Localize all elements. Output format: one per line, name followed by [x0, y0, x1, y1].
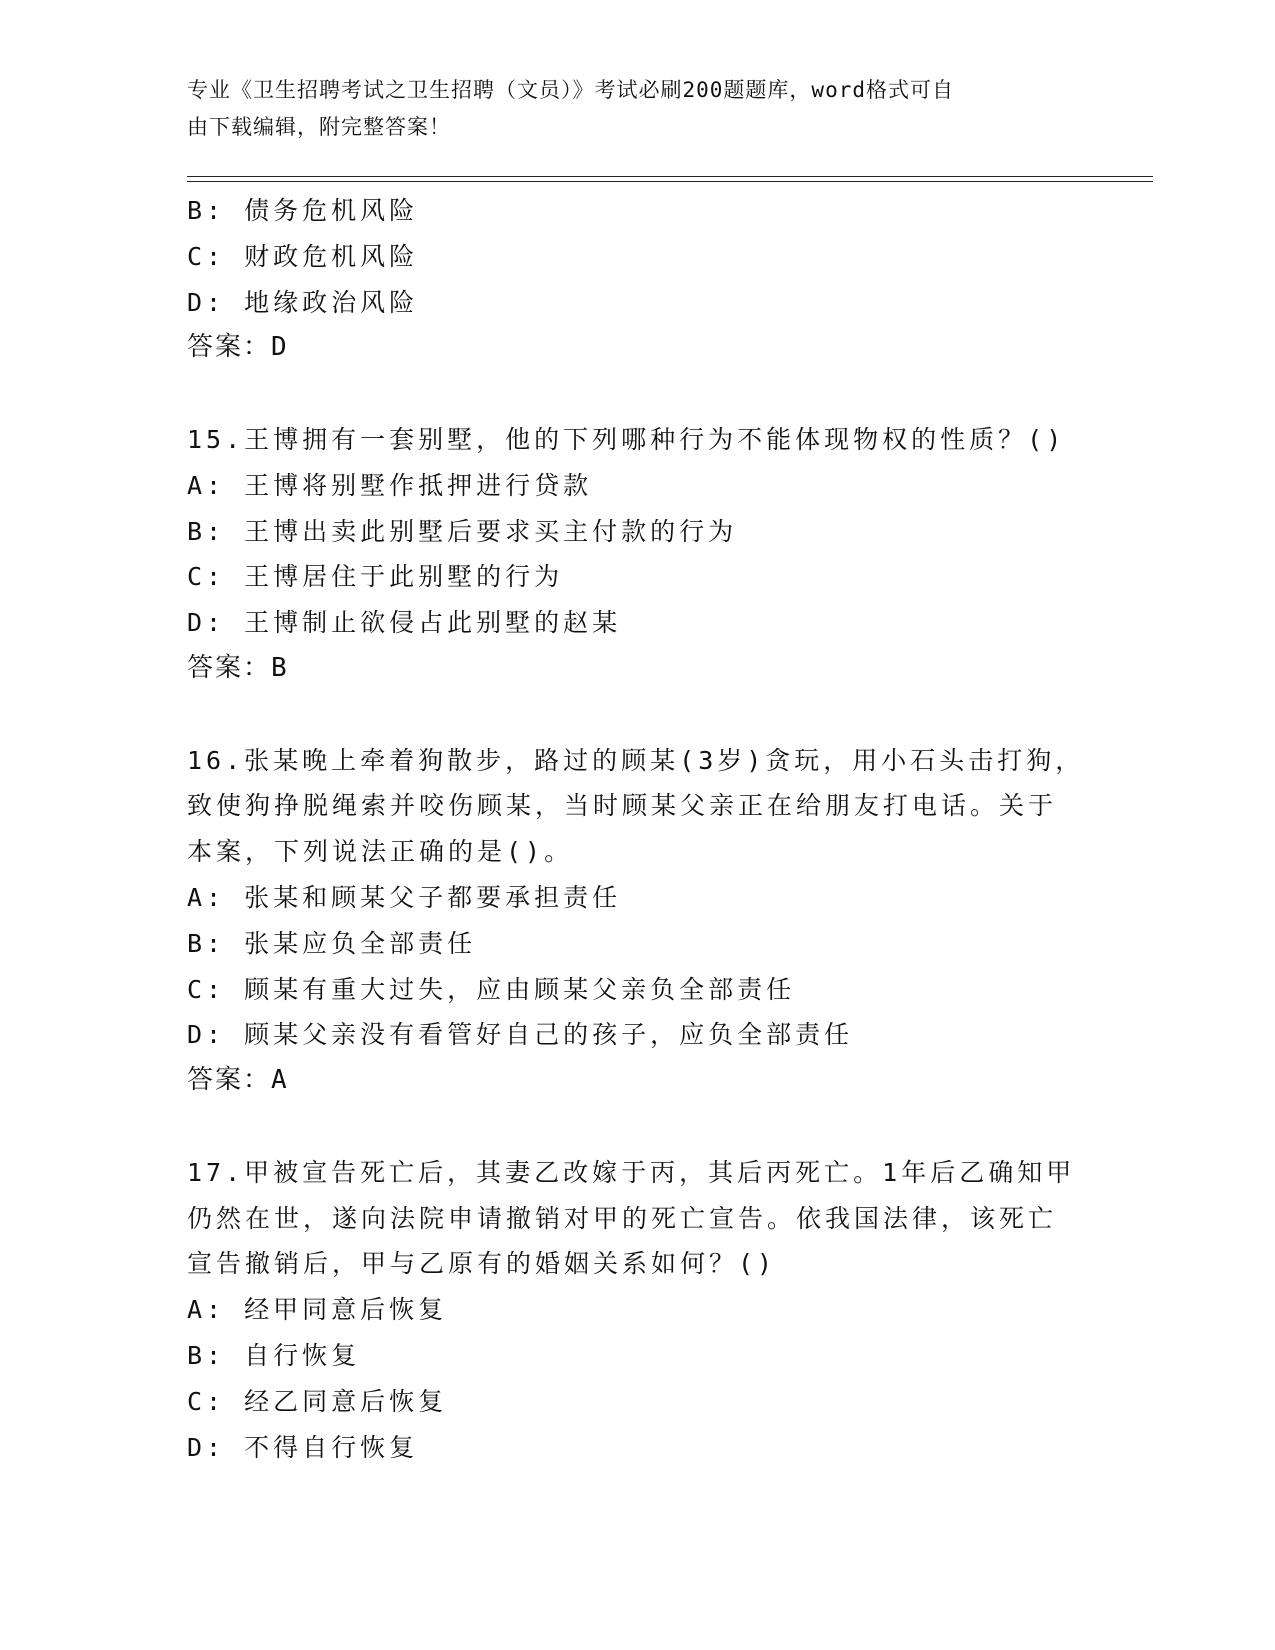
option-b: B: 债务危机风险	[187, 196, 419, 225]
spacer	[187, 692, 1087, 738]
question-17	[187, 1150, 1087, 1471]
spacer	[187, 1104, 1087, 1150]
option-a: A: 张某和顾某父子都要承担责任	[187, 882, 622, 912]
header-line-1: 专业《卫生招聘考试之卫生招聘（文员）》考试必刷200题题库，word格式可自	[187, 78, 954, 102]
header-divider-top	[187, 176, 1153, 177]
question-text-line-2: 仍然在世，遂向法院申请撤销对甲的死亡宣告。依我国法律，该死亡	[187, 1203, 1058, 1233]
header-line-2: 由下载编辑，附完整答案！	[187, 115, 451, 139]
header-divider-bottom	[187, 181, 1153, 182]
question-text-line-3: 宣告撤销后，甲与乙原有的婚姻关系如何？()	[187, 1249, 777, 1279]
question-text-line-3: 本案，下列说法正确的是()。	[187, 837, 574, 867]
question-14-continued	[187, 188, 1087, 371]
option-d: D: 顾某父亲没有看管好自己的孩子，应负全部责任	[187, 1020, 854, 1050]
option-a: A: 王博将别墅作抵押进行贷款	[187, 470, 593, 500]
option-c: C: 财政危机风险	[187, 241, 419, 271]
option-c: C: 王博居住于此别墅的行为	[187, 562, 564, 592]
option-d: D: 不得自行恢复	[187, 1432, 419, 1462]
answer-line: 答案：A	[187, 1065, 289, 1096]
option-a: A: 经甲同意后恢复	[187, 1295, 448, 1325]
question-text-line-1: 17.甲被宣告死亡后，其妻乙改嫁于丙，其后丙死亡。1年后乙确知甲	[187, 1157, 1076, 1187]
question-15	[187, 417, 1087, 692]
document-body	[187, 188, 1087, 1470]
option-b: B: 自行恢复	[187, 1340, 361, 1370]
answer-line: 答案：B	[187, 652, 289, 683]
spacer	[187, 371, 1087, 417]
option-b: B: 张某应负全部责任	[187, 928, 477, 958]
option-b: B: 王博出卖此别墅后要求买主付款的行为	[187, 516, 738, 546]
question-text-line-1: 16.张某晚上牵着狗散步，路过的顾某(3岁)贪玩，用小石头击打狗，	[187, 745, 1085, 775]
question-text: 15.王博拥有一套别墅，他的下列哪种行为不能体现物权的性质？()	[187, 424, 1066, 454]
answer-line: 答案：D	[187, 332, 289, 363]
question-text-line-2: 致使狗挣脱绳索并咬伤顾某，当时顾某父亲正在给朋友打电话。关于	[187, 791, 1058, 821]
option-d: D: 王博制止欲侵占此别墅的赵某	[187, 608, 622, 638]
option-c: C: 顾某有重大过失，应由顾某父亲负全部责任	[187, 974, 796, 1004]
question-16	[187, 738, 1087, 1104]
option-d: D: 地缘政治风险	[187, 287, 419, 317]
document-header	[187, 72, 1067, 146]
option-c: C: 经乙同意后恢复	[187, 1386, 448, 1416]
